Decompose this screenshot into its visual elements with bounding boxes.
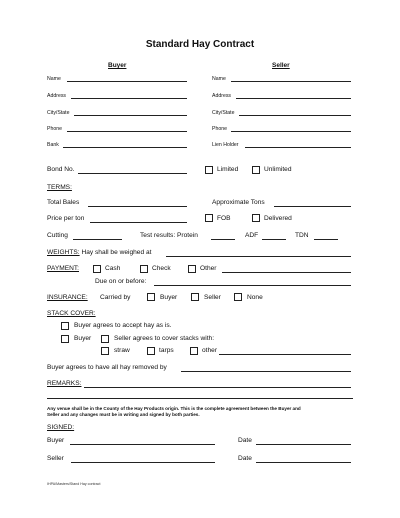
straw-checkbox[interactable] bbox=[101, 347, 109, 355]
venue-text-line-1: Any venue shall be in the County of the Hay Products origin. This is the complete agreement between the Buyer and bbox=[47, 406, 301, 411]
approx-tons-field[interactable] bbox=[274, 206, 351, 207]
weigh-location-field[interactable] bbox=[166, 256, 351, 257]
remarks-field-2[interactable] bbox=[47, 398, 353, 399]
weights-heading: WEIGHTS: bbox=[47, 249, 80, 256]
payment-heading: PAYMENT: bbox=[47, 265, 79, 272]
removal-label: Buyer agrees to have all hay removed by bbox=[47, 364, 167, 371]
buyer-citystate-field[interactable] bbox=[74, 115, 187, 116]
test-results-label: Test results: Protein bbox=[140, 232, 198, 239]
buyer-bank-field[interactable] bbox=[63, 147, 187, 148]
price-per-ton-field[interactable] bbox=[90, 222, 187, 223]
seller-lienholder-label: Lien Holder bbox=[212, 142, 239, 148]
buyer-signature-field[interactable] bbox=[70, 444, 215, 445]
cutting-label: Cutting bbox=[47, 232, 68, 239]
seller-citystate-label: City/State bbox=[212, 110, 235, 116]
accept-as-is-checkbox[interactable] bbox=[61, 322, 69, 330]
buyer-phone-field[interactable] bbox=[67, 131, 187, 132]
page-title: Standard Hay Contract bbox=[145, 39, 255, 50]
cash-checkbox[interactable] bbox=[93, 265, 101, 273]
removal-date-field[interactable] bbox=[181, 371, 351, 372]
seller-phone-label: Phone bbox=[212, 126, 228, 132]
delivered-label: Delivered bbox=[264, 215, 292, 222]
payment-other-field[interactable] bbox=[222, 272, 351, 273]
check-label: Check bbox=[152, 265, 171, 272]
seller-phone-field[interactable] bbox=[231, 131, 351, 132]
payment-other-label: Other bbox=[200, 265, 217, 272]
buyer-name-field[interactable] bbox=[67, 81, 187, 82]
adf-field[interactable] bbox=[262, 239, 286, 240]
seller-cover-checkbox[interactable] bbox=[101, 335, 109, 343]
payment-other-checkbox[interactable] bbox=[188, 265, 196, 273]
total-bales-field[interactable] bbox=[88, 206, 187, 207]
weights-row bbox=[47, 249, 151, 256]
fob-checkbox[interactable] bbox=[205, 214, 213, 222]
insurance-seller-label: Seller bbox=[204, 294, 221, 301]
unlimited-checkbox[interactable] bbox=[252, 166, 260, 174]
stack-cover-heading: STACK COVER: bbox=[47, 310, 96, 317]
seller-date-label: Date bbox=[238, 455, 252, 462]
insurance-none-label: None bbox=[247, 294, 263, 301]
cover-other-label: other bbox=[202, 347, 218, 354]
due-date-label: Due on or before: bbox=[95, 278, 147, 285]
stack-cover-buyer-label: Buyer bbox=[74, 335, 92, 342]
seller-address-label: Address bbox=[212, 93, 232, 99]
straw-label: straw bbox=[114, 347, 130, 354]
due-date-field[interactable] bbox=[154, 285, 351, 286]
seller-name-field[interactable] bbox=[231, 81, 351, 82]
tarps-checkbox[interactable] bbox=[147, 347, 155, 355]
buyer-bank-label: Bank bbox=[47, 142, 59, 148]
total-bales-label: Total Bales bbox=[47, 199, 80, 206]
buyer-name-label: Name bbox=[47, 76, 61, 82]
seller-name-label: Name bbox=[212, 76, 226, 82]
tdn-field[interactable] bbox=[314, 239, 338, 240]
price-per-ton-label: Price per ton bbox=[47, 215, 85, 222]
cutting-field[interactable] bbox=[73, 239, 122, 240]
adf-label: ADF bbox=[245, 232, 259, 239]
tdn-label: TDN bbox=[295, 232, 309, 239]
seller-signature-label: Seller bbox=[47, 455, 64, 462]
insurance-heading: INSURANCE: bbox=[47, 294, 88, 301]
limited-label: Limited bbox=[217, 166, 239, 173]
insurance-seller-checkbox[interactable] bbox=[191, 293, 199, 301]
seller-signature-field[interactable] bbox=[71, 462, 215, 463]
buyer-address-field[interactable] bbox=[71, 98, 187, 99]
limited-checkbox[interactable] bbox=[205, 166, 213, 174]
venue-text-line-2: Seller and any changes must be in writing and signed by both parties. bbox=[47, 412, 200, 417]
seller-citystate-field[interactable] bbox=[239, 115, 351, 116]
check-checkbox[interactable] bbox=[140, 265, 148, 273]
insurance-buyer-label: Buyer bbox=[160, 294, 178, 301]
delivered-checkbox[interactable] bbox=[252, 214, 260, 222]
carried-by-label: Carried by bbox=[100, 294, 131, 301]
bond-label: Bond No. bbox=[47, 166, 75, 173]
weights-text: Hay shall be weighed at bbox=[81, 249, 152, 256]
remarks-field-1[interactable] bbox=[84, 387, 351, 388]
seller-lienholder-field[interactable] bbox=[245, 147, 351, 148]
remarks-heading: REMARKS: bbox=[47, 380, 82, 387]
terms-heading: TERMS: bbox=[47, 184, 72, 191]
seller-cover-label: Seller agrees to cover stacks with: bbox=[114, 335, 215, 342]
tarps-label: tarps bbox=[159, 347, 174, 354]
seller-heading: Seller bbox=[272, 62, 290, 69]
buyer-signature-label: Buyer bbox=[47, 437, 65, 444]
buyer-citystate-label: City/State bbox=[47, 110, 70, 116]
fob-label: FOB bbox=[217, 215, 231, 222]
buyer-address-label: Address bbox=[47, 93, 67, 99]
buyer-date-label: Date bbox=[238, 437, 252, 444]
footer-path: IHPA/Masters/Stand Hay contract bbox=[47, 482, 101, 486]
protein-field[interactable] bbox=[211, 239, 235, 240]
buyer-date-field[interactable] bbox=[256, 444, 351, 445]
signed-heading: SIGNED: bbox=[47, 424, 75, 431]
unlimited-label: Unlimited bbox=[264, 166, 292, 173]
cover-other-checkbox[interactable] bbox=[190, 347, 198, 355]
seller-address-field[interactable] bbox=[236, 98, 351, 99]
cover-other-field[interactable] bbox=[219, 354, 351, 355]
buyer-phone-label: Phone bbox=[47, 126, 63, 132]
insurance-buyer-checkbox[interactable] bbox=[147, 293, 155, 301]
insurance-none-checkbox[interactable] bbox=[234, 293, 242, 301]
buyer-heading: Buyer bbox=[108, 62, 127, 69]
accept-as-is-label: Buyer agrees to accept hay as is. bbox=[74, 322, 172, 329]
stack-cover-buyer-checkbox[interactable] bbox=[61, 335, 69, 343]
seller-date-field[interactable] bbox=[256, 462, 351, 463]
approx-tons-label: Approximate Tons bbox=[212, 199, 265, 206]
cash-label: Cash bbox=[105, 265, 121, 272]
bond-field[interactable] bbox=[78, 173, 187, 174]
